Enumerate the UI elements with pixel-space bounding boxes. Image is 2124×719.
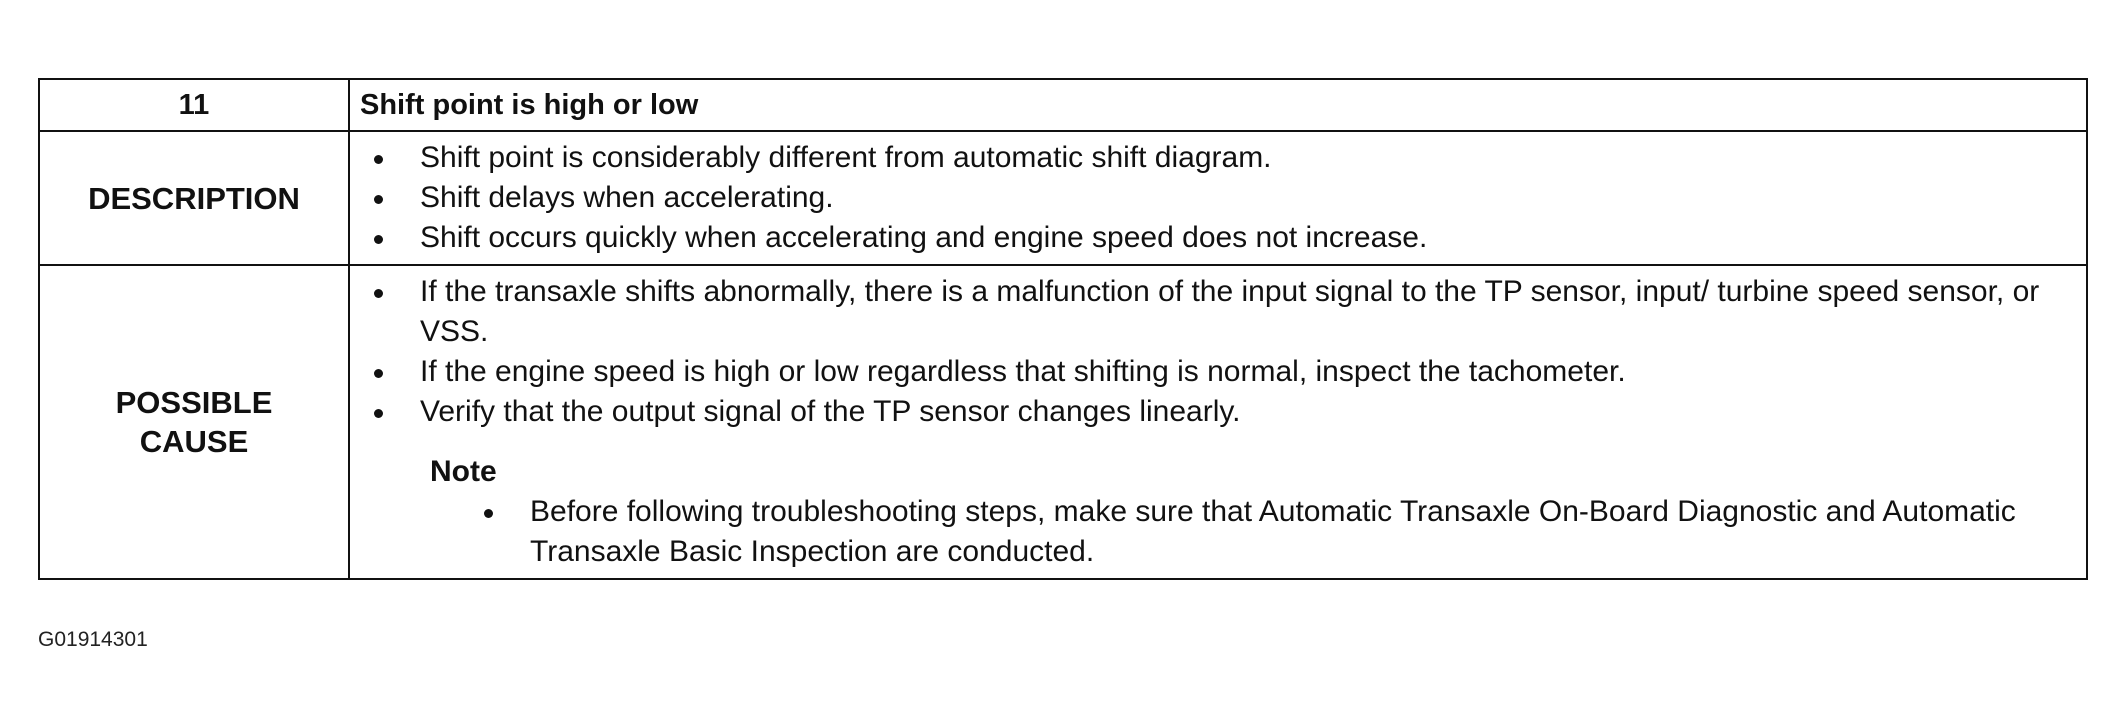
list-item: Shift delays when accelerating. xyxy=(370,178,2072,218)
troubleshooting-sheet xyxy=(38,78,2088,580)
list-item: If the transaxle shifts abnormally, there is a malfunction of the input signal to the TP sensor, input/ turbine speed sensor, or VSS. xyxy=(370,272,2072,352)
possible-cause-label-text: POSSIBLE CAUSE xyxy=(115,385,273,459)
note-title: Note xyxy=(430,455,497,488)
note-block xyxy=(370,452,2072,572)
possible-cause-list xyxy=(370,272,2072,432)
description-row xyxy=(39,131,2087,265)
possible-cause-label xyxy=(39,265,349,579)
description-label: DESCRIPTION xyxy=(39,131,349,265)
list-item: Before following troubleshooting steps, make sure that Automatic Transaxle On-Board Diagnostic and Automatic Transaxle Basic Inspection are conducted. xyxy=(480,492,2072,572)
note-list xyxy=(430,492,2072,572)
troubleshooting-table xyxy=(38,78,2088,580)
possible-cause-content xyxy=(349,265,2087,579)
symptom-title: Shift point is high or low xyxy=(349,79,2087,131)
list-item: Verify that the output signal of the TP sensor changes linearly. xyxy=(370,392,2072,432)
list-item: If the engine speed is high or low regardless that shifting is normal, inspect the tachometer. xyxy=(370,352,2072,392)
description-content xyxy=(349,131,2087,265)
possible-cause-row xyxy=(39,265,2087,579)
description-list xyxy=(370,138,2072,258)
header-row xyxy=(39,79,2087,131)
list-item: Shift occurs quickly when accelerating and engine speed does not increase. xyxy=(370,218,2072,258)
symptom-number: 11 xyxy=(39,79,349,131)
list-item: Shift point is considerably different from automatic shift diagram. xyxy=(370,138,2072,178)
figure-code: G01914301 xyxy=(38,628,148,651)
